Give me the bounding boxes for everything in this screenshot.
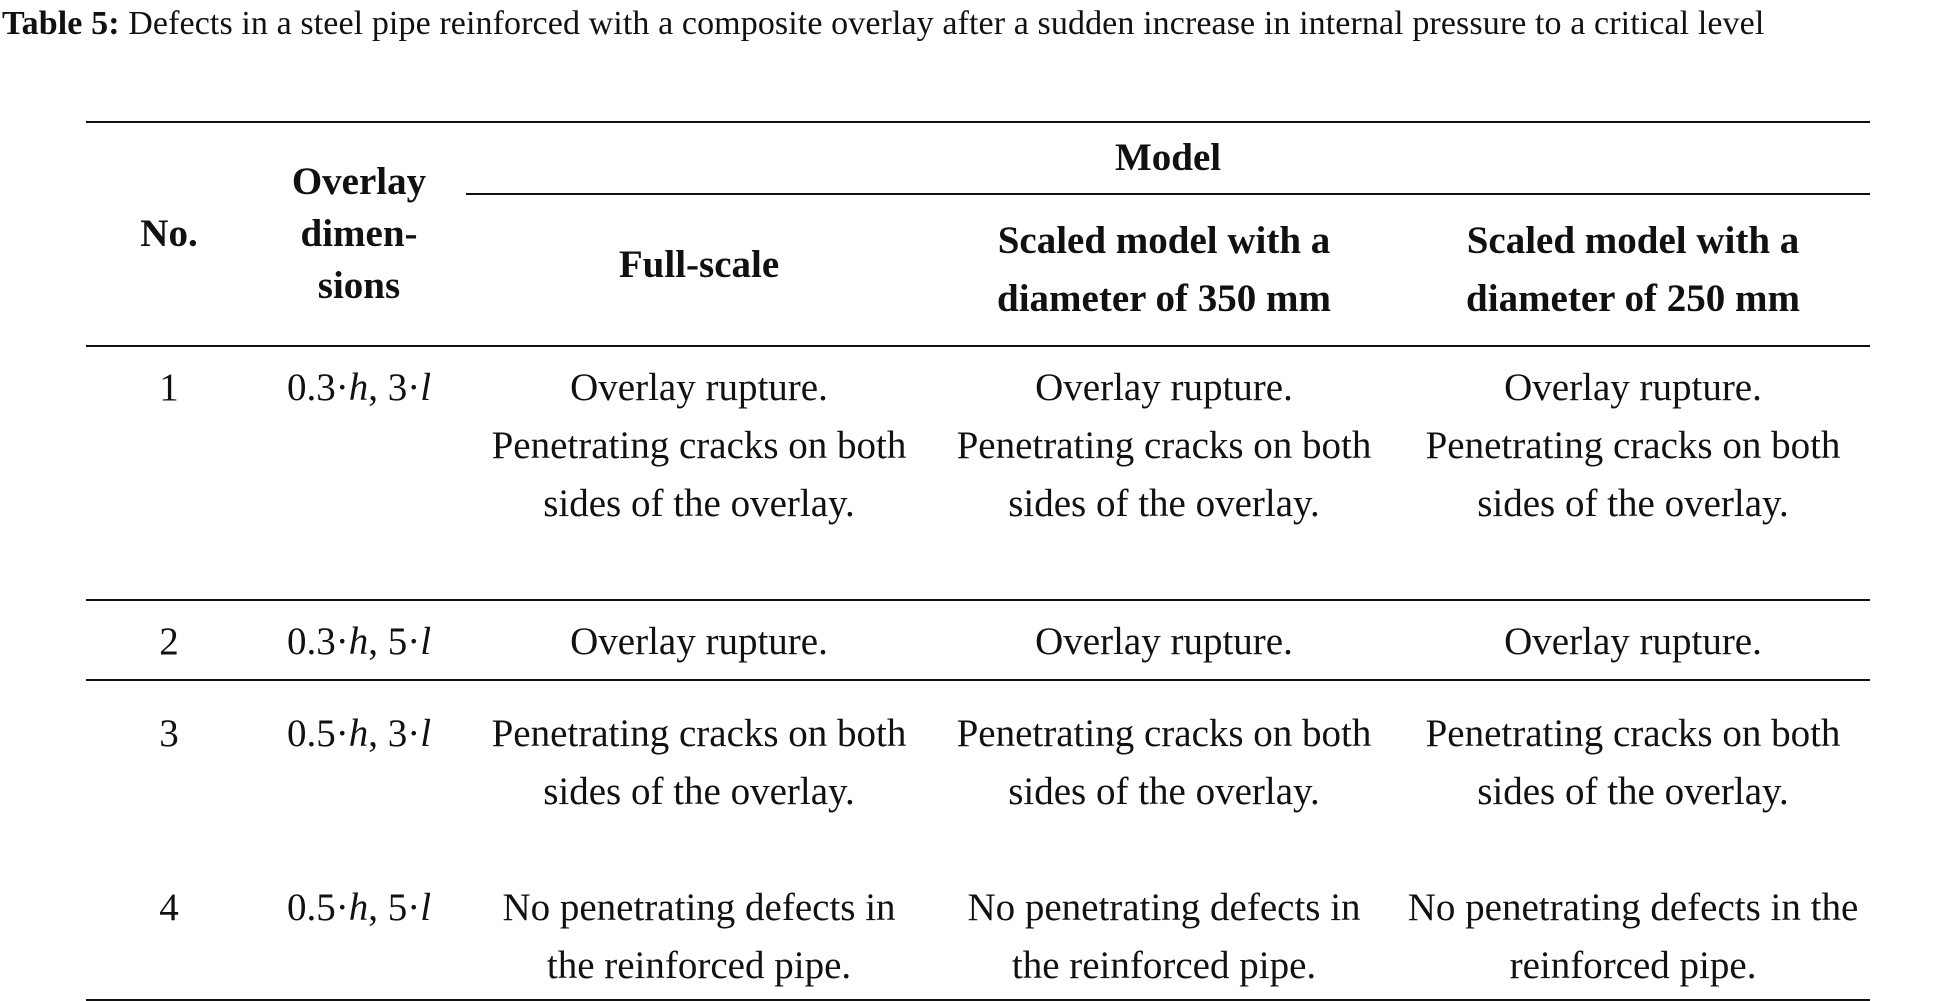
cell-full-scale: Overlay rupture. Penetrating cracks on both sides of the overlay.: [491, 366, 907, 525]
cell-no: 1: [159, 366, 179, 409]
table-caption: [2, 0, 1952, 48]
table-row: [86, 879, 1870, 1000]
cell-scaled-350: Overlay rupture.: [1035, 620, 1293, 663]
cell-no: 3: [159, 712, 179, 755]
cell-scaled-350: Penetrating cracks on both sides of the overlay.: [956, 712, 1372, 813]
header-full-scale: Full-scale: [618, 243, 780, 286]
header-scaled-250: Scaled model with a diameter of 250 mm: [1466, 219, 1800, 320]
table-row: [86, 680, 1870, 879]
cell-scaled-250: No penetrating defects in the reinforced pipe.: [1407, 886, 1859, 987]
table-caption-text: Defects in a steel pipe reinforced with a composite overlay after a sudden increase in internal pressure to a critical level: [128, 5, 1765, 42]
table-caption-label: Table 5:: [2, 5, 120, 42]
header-overlay-dimensions: Overlay dimen- sions: [252, 122, 466, 346]
cell-scaled-350: No penetrating defects in the reinforced pipe.: [967, 886, 1361, 987]
cell-overlay-dimensions: 0.3·h, 5·l: [286, 620, 432, 663]
cell-full-scale: Penetrating cracks on both sides of the overlay.: [491, 712, 907, 813]
cell-scaled-250: Penetrating cracks on both sides of the overlay.: [1425, 712, 1841, 813]
defects-table: [86, 121, 1870, 1001]
cell-scaled-250: Overlay rupture.: [1504, 620, 1762, 663]
cell-overlay-dimensions: 0.5·h, 3·l: [286, 712, 432, 755]
cell-full-scale: No penetrating defects in the reinforced pipe.: [502, 886, 896, 987]
cell-overlay-dimensions: 0.5·h, 5·l: [286, 886, 432, 929]
cell-full-scale: Overlay rupture.: [570, 620, 828, 663]
cell-no: 4: [159, 886, 179, 929]
cell-scaled-350: Overlay rupture. Penetrating cracks on both sides of the overlay.: [956, 366, 1372, 525]
header-no: No.: [86, 122, 252, 346]
cell-overlay-dimensions: 0.3·h, 3·l: [286, 366, 432, 409]
table-row: [86, 346, 1870, 600]
cell-no: 2: [159, 620, 179, 663]
header-model: Model: [466, 122, 1870, 194]
cell-scaled-250: Overlay rupture. Penetrating cracks on both sides of the overlay.: [1425, 366, 1841, 525]
header-scaled-350: Scaled model with a diameter of 350 mm: [997, 219, 1331, 320]
table-row: [86, 600, 1870, 680]
